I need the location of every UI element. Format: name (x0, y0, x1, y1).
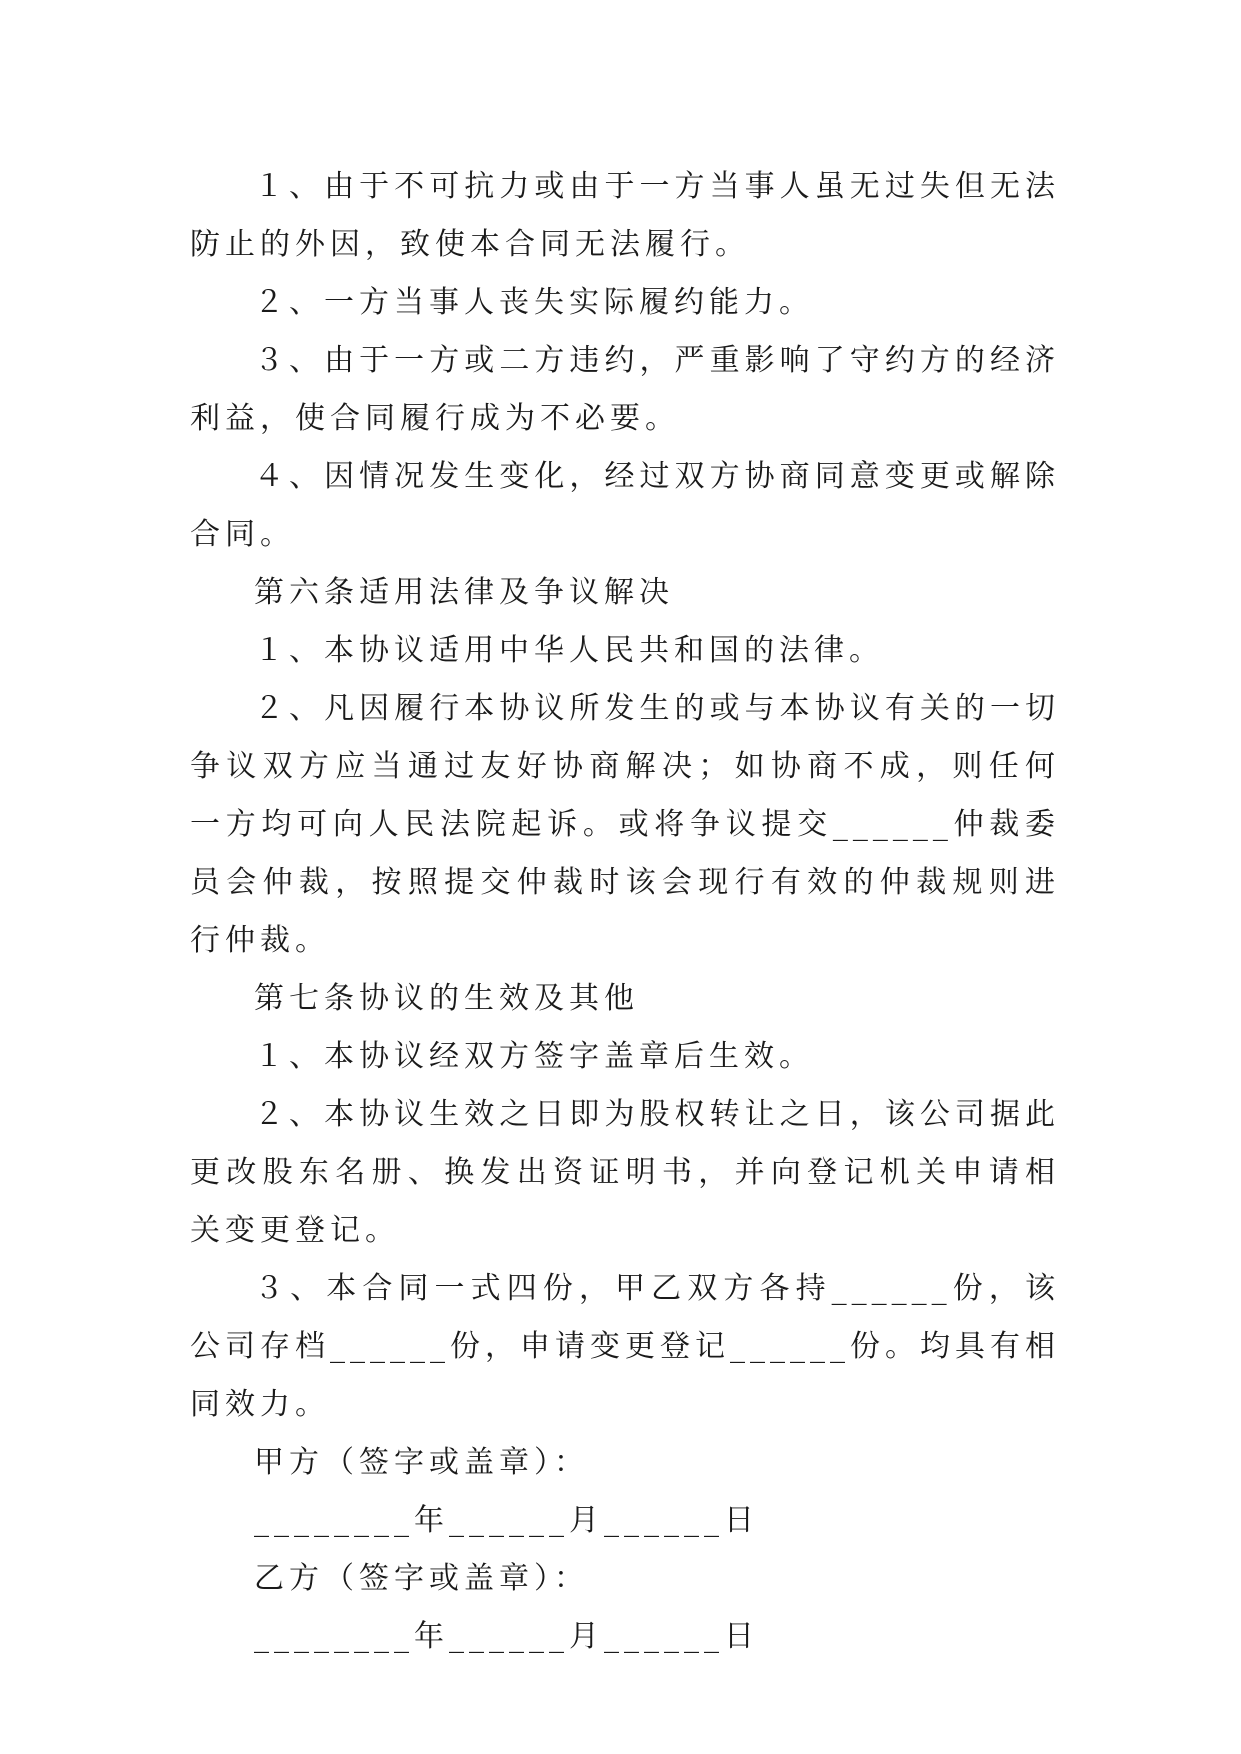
party-b-date-line: ________年______月______日 (254, 1619, 759, 1654)
article-6-item-1: １、本协议适用中华人民共和国的法律。 (254, 633, 884, 668)
article-7-heading: 第七条协议的生效及其他 (254, 981, 639, 1016)
clause-item-2: ２、一方当事人丧失实际履约能力。 (254, 285, 814, 320)
clause-item-1: １、由于不可抗力或由于一方当事人虽无过失但无法防止的外因，致使本合同无法履行。 (190, 169, 1060, 262)
party-a-signature-label: 甲方（签字或盖章）： (254, 1445, 589, 1480)
article-7-item-1: １、本协议经双方签字盖章后生效。 (254, 1039, 814, 1074)
contract-page-body (190, 158, 1060, 1666)
clause-item-4: ４、因情况发生变化，经过双方协商同意变更或解除合同。 (190, 459, 1060, 552)
article-6-heading: 第六条适用法律及争议解决 (254, 575, 674, 610)
article-6-item-2: ２、凡因履行本协议所发生的或与本协议有关的一切争议双方应当通过友好协商解决；如协商不成，则任何一方均可向人民法院起诉。或将争议提交______仲裁委员会仲裁，按照提交仲裁时该会现行有效的仲裁规则进行仲裁。 (190, 691, 1060, 958)
article-7-item-2: ２、本协议生效之日即为股权转让之日，该公司据此更改股东名册、换发出资证明书，并向登记机关申请相关变更登记。 (190, 1097, 1060, 1248)
article-7-item-3: ３、本合同一式四份，甲乙双方各持______份，该公司存档______份，申请变更登记______份。均具有相同效力。 (190, 1271, 1060, 1422)
party-a-date-line: ________年______月______日 (254, 1503, 759, 1538)
party-b-signature-label: 乙方（签字或盖章）： (254, 1561, 589, 1596)
clause-item-3: ３、由于一方或二方违约，严重影响了守约方的经济利益，使合同履行成为不必要。 (190, 343, 1060, 436)
